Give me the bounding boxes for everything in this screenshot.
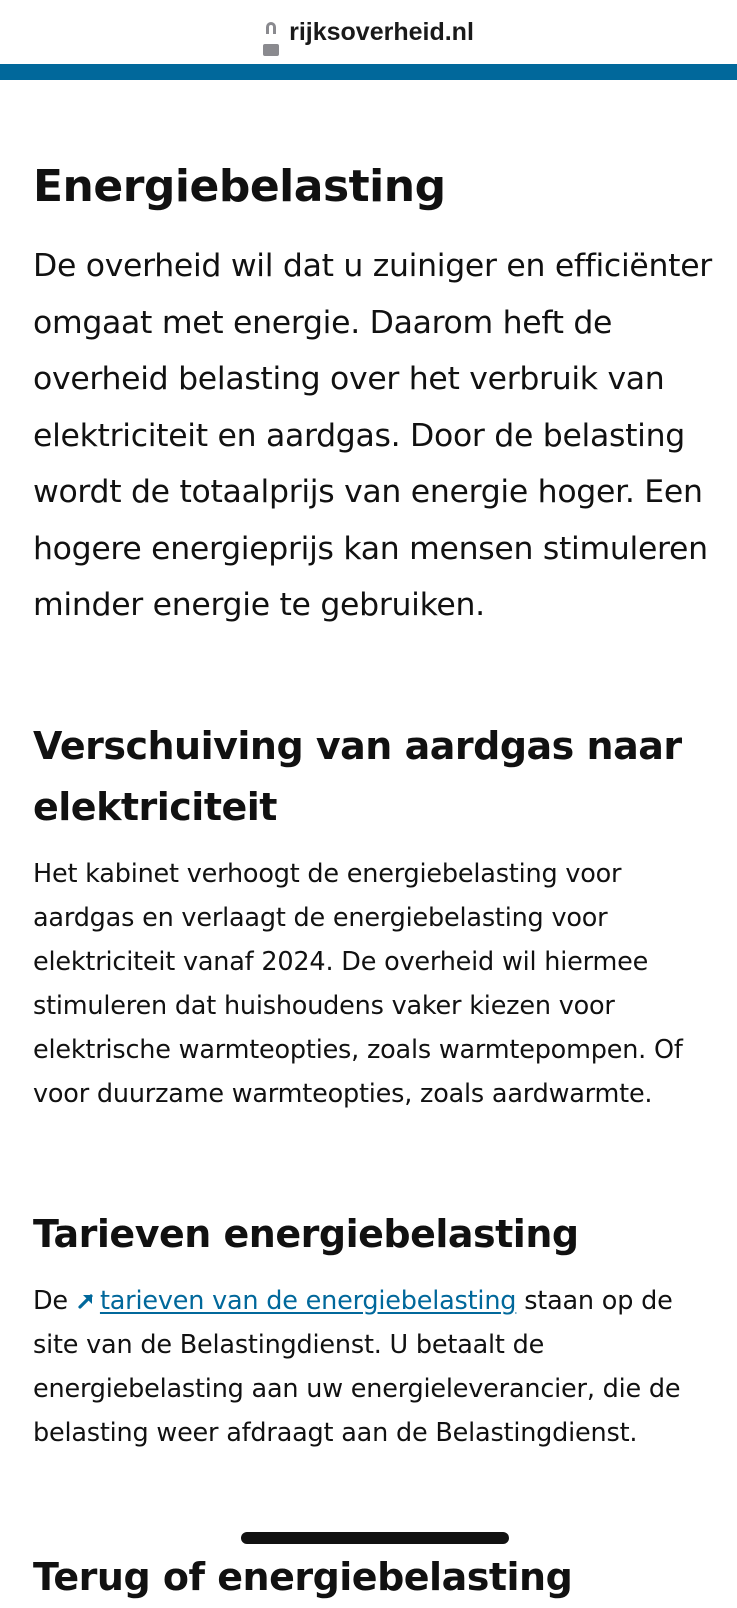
external-link-arrow-icon — [76, 1291, 96, 1311]
page-title: Energiebelasting — [33, 161, 446, 212]
tarieven-text-before: De — [33, 1285, 68, 1316]
next-section-heading-partial: Terug of energiebelasting — [33, 1555, 573, 1599]
url-text: rijksoverheid.nl — [289, 18, 474, 46]
home-indicator[interactable] — [241, 1532, 509, 1544]
section-heading-verschuiving: Verschuiving van aardgas naar elektriciteit — [33, 723, 682, 829]
site-header-band — [0, 64, 737, 80]
url-display[interactable] — [0, 14, 737, 50]
section-heading-tarieven: Tarieven energiebelasting — [33, 1211, 579, 1256]
browser-address-bar[interactable] — [0, 0, 737, 64]
article-content — [33, 152, 723, 1455]
intro-paragraph: De overheid wil dat u zuiniger en efficiënter omgaat met energie. Daarom heft de overheid belasting over het verbruik van elektriciteit en aardgas. Door de belasting wordt de totaalprijs van energie hoger. Een hogere energieprijs kan mensen stimuleren minder energie te gebruiken. — [33, 248, 712, 623]
section-body-verschuiving: Het kabinet verhoogt de energiebelasting voor aardgas en verlaagt de energiebelasting voor elektriciteit vanaf 2024. De overheid wil hiermee stimuleren dat huishoudens vaker kiezen voor elektrische warmteopties, zoals warmtepompen. Of voor duurzame warmteopties, zoals aardwarmte. — [33, 858, 683, 1109]
tarieven-text-after: staan op de site van de Belastingdienst. U betaalt de energiebelasting aan uw energieleverancier, die de belasting weer afdraagt aan de Belastingdienst. — [33, 1285, 681, 1448]
lock-icon — [263, 22, 279, 42]
section-body-tarieven — [33, 1279, 723, 1455]
tarieven-energiebelasting-link[interactable]: tarieven van de energiebelasting — [99, 1285, 517, 1316]
